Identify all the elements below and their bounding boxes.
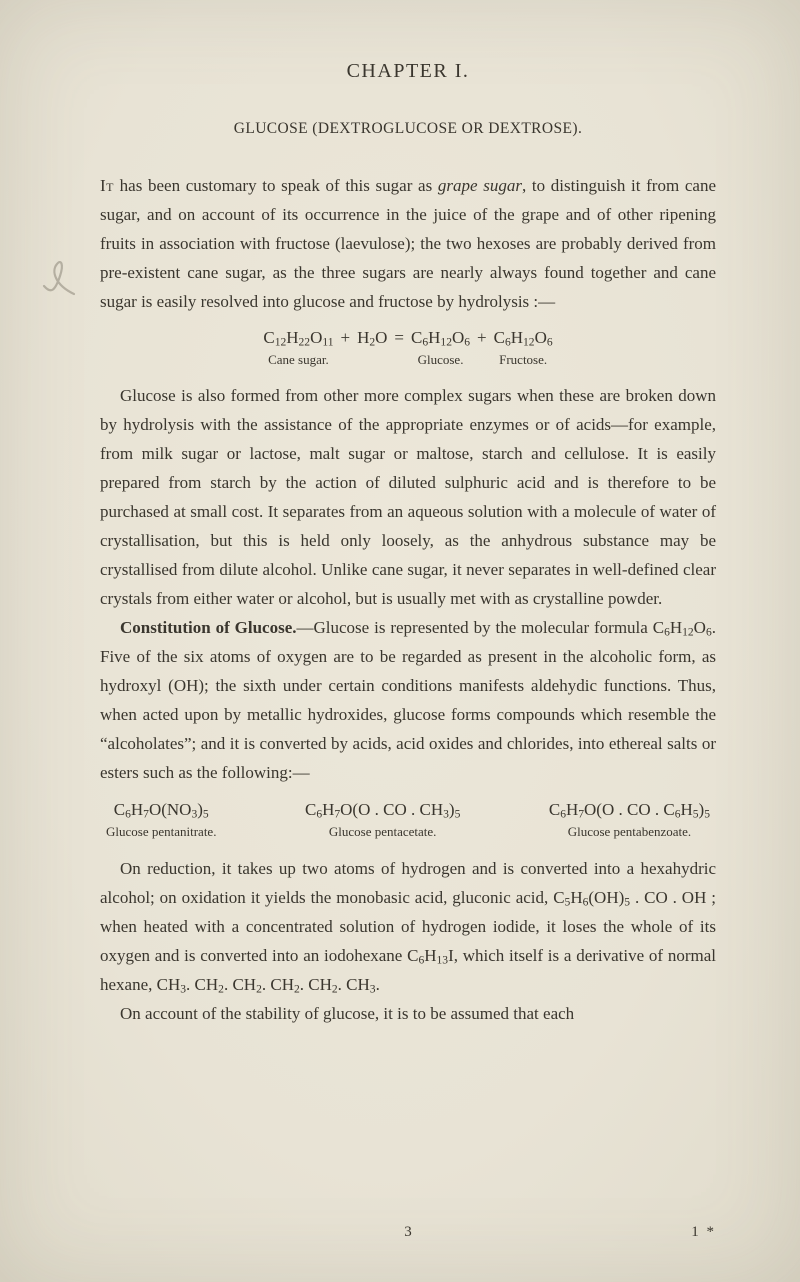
ester-label: Glucose pentanitrate. bbox=[106, 824, 217, 839]
ester-item bbox=[549, 797, 710, 840]
equation-operator: = bbox=[394, 328, 405, 347]
ester-label: Glucose pentabenzoate. bbox=[567, 824, 692, 839]
equation-term-label: Cane sugar. bbox=[268, 352, 329, 367]
equation-term-label bbox=[477, 351, 487, 368]
constitution-paragraph bbox=[100, 613, 716, 787]
ester-formula: $C_6H_7O(O$ . CO . $CH_3)_5$ bbox=[304, 800, 461, 821]
ester-item bbox=[305, 797, 460, 840]
constitution-lead: Constitution of Glucose. bbox=[120, 618, 297, 637]
equation-term: $C_6H_{12}O_6$ bbox=[493, 328, 553, 349]
closing-line: On account of the stability of glucose, it is to be assumed that each bbox=[120, 1004, 575, 1023]
hydrolysis-equation-grid bbox=[263, 325, 552, 368]
esters-equation bbox=[100, 797, 716, 840]
ester-formula: $C_6H_7O(O$ . CO . $C_6H_5)_5$ bbox=[548, 800, 710, 821]
ester-item bbox=[106, 797, 216, 840]
section-title: GLUCOSE (DEXTROGLUCOSE OR DEXTROSE). bbox=[233, 120, 583, 137]
equation-term-label bbox=[357, 351, 387, 368]
paragraph-complex-sugars: Glucose is also formed from other more complex sugars when these are broken down by hydrolysis with the assistance of the appropriate enzymes or of acids—for example, from milk sugar or lactose, malt sugar or maltose, starch and cellulose. It is easily prepared from starch by the action of diluted sulphuric acid and is therefore to be purchased at small cost. It separates from an aqueous solution with a molecule of water of crystallisation, but this is held only loosely, as the anhydrous substance may be crystallised from dilute alcohol. Unlike cane sugar, it never separates in well-defined clear crystals from either water or alcohol, but is usually met with as crystalline powder. bbox=[100, 386, 716, 608]
signature-mark: 1 * bbox=[691, 1224, 716, 1240]
equation-term-label: Fructose. bbox=[499, 352, 548, 367]
margin-pencil-mark bbox=[38, 254, 82, 302]
reduction-paragraph: On reduction, it takes up two atoms of hydrogen and is converted into a hexahydric alcohol; on oxidation it yields the monobasic acid, gluconic acid, $C_5H_6(OH)_5$ . CO . OH ; when heated with a concentrated solution of hydrogen iodide, it loses the whole of its oxygen and is converted into an iodohexane $C_6H_{13}I$, which itself is a derivative of normal hexane, $CH_3$. $CH_2$. $CH_2$. $CH_2$. $CH_2$. $CH_3$. bbox=[100, 859, 716, 996]
grape-sugar-term: grape sugar bbox=[437, 176, 522, 195]
equation-term-label: Glucose. bbox=[417, 352, 464, 367]
ester-label: Glucose pentacetate. bbox=[328, 824, 437, 839]
hydrolysis-equation bbox=[100, 325, 716, 368]
page-footer bbox=[100, 1224, 716, 1244]
constitution-text: —Glucose is represented by the molecular formula $C_6H_{12}O_6$. Five of the six atoms of oxygen are to be regarded as present in the alcoholic form, as hydroxyl (OH); the sixth under certain conditions manifests aldehydic functions. Thus, when acted upon by metallic hydroxides, glucose forms compounds which resemble the “alcoholates”; and it is converted by acids, acid oxides and chlorides, into ethereal salts or esters such as the following:— bbox=[100, 618, 716, 782]
opening-paragraph bbox=[100, 171, 716, 316]
opening-text-after: , to distinguish it from cane sugar, and on account of its occurrence in the juice of the grape and of other ripening fruits in association with fructose (laevulose); the two hexoses are probably derived from pre-existent cane sugar, as the three sugars are nearly always found together and cane sugar is easily resolved into glucose and fructose by hydrolysis :— bbox=[100, 176, 716, 311]
equation-term: $C_{12}H_{22}O_{11}$ bbox=[263, 328, 334, 349]
equation-operator: + bbox=[340, 328, 351, 347]
equation-term-label bbox=[340, 351, 350, 368]
equation-term: $C_6H_{12}O_6$ bbox=[411, 328, 471, 349]
page-content bbox=[100, 60, 716, 1028]
ester-formula: $C_6H_7O(NO_3)_5$ bbox=[113, 800, 209, 821]
opening-text-before: has been customary to speak of this sugar as bbox=[114, 176, 438, 195]
chapter-heading: CHAPTER I. bbox=[346, 60, 470, 82]
equation-term-label bbox=[394, 351, 404, 368]
equation-term: $H_2O$ bbox=[357, 328, 388, 349]
page-number: 3 bbox=[404, 1224, 412, 1240]
equation-operator: + bbox=[477, 328, 487, 347]
lead-word: It bbox=[100, 176, 114, 195]
